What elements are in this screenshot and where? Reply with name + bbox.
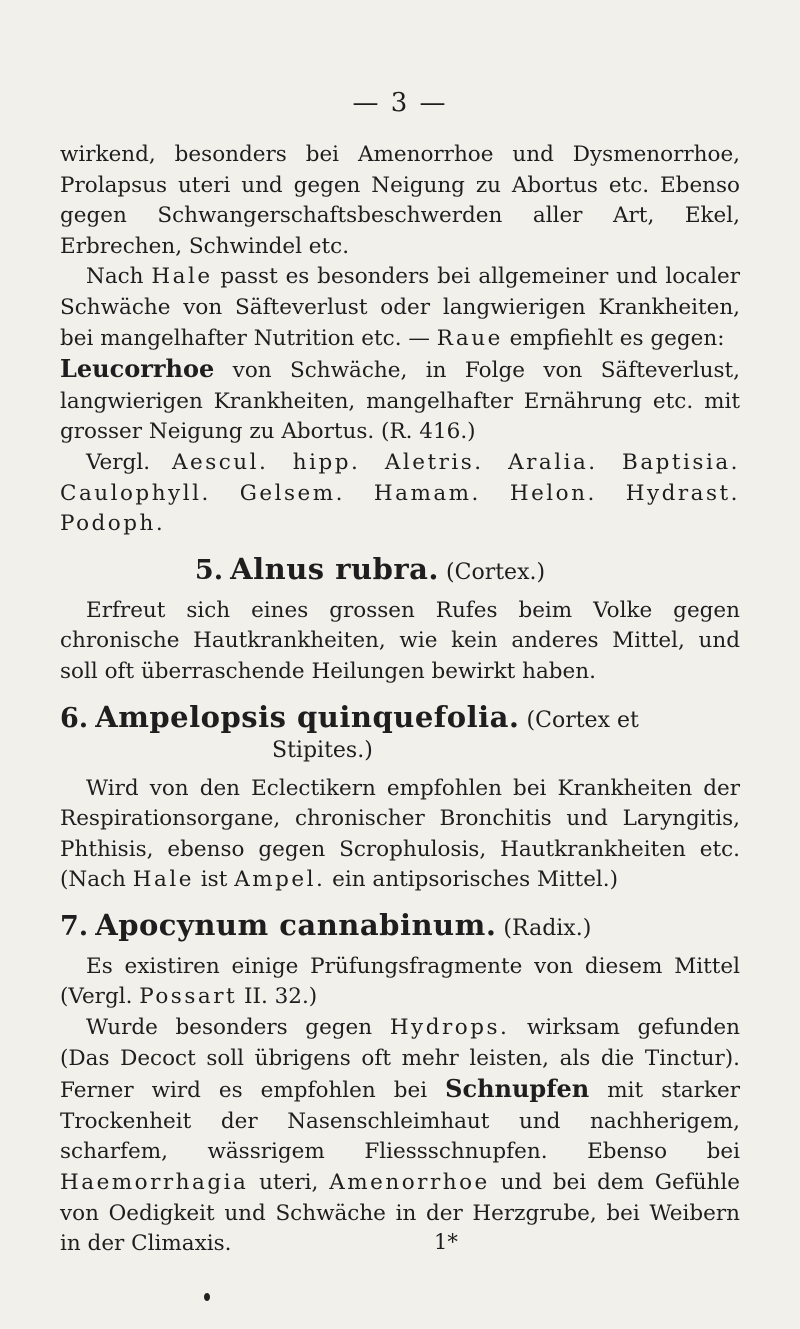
author-raue: Raue (436, 325, 503, 351)
body-text (60, 140, 740, 1260)
author-hale: Hale (151, 264, 213, 290)
section-6-heading: 6. Ampelopsis quinquefolia. (Cortex et Stipites.) (60, 699, 639, 763)
section-5-heading: 5. Alnus rubra. (Cortex.) (194, 551, 546, 586)
signature-mark: 1* (434, 1230, 458, 1254)
section-5-text: Erfreut sich eines grossen Rufes beim Volke gegen chronische Hautkrankheiten, wie kein anderes Mittel, und soll oft überraschende Heilungen bewirkt haben. (60, 597, 740, 684)
section-7-text-2: Wurde besonders gegen Hydrops. wirksam gefunden (Das Decoct soll übrigens oft mehr leisten, als die Tinctur). Ferner wird es empfohlen bei Schnupfen mit starker Trockenheit der Nasenschleimhaut und nachherigem, scharfem, wässrigem Fliessschnupfen. Ebenso bei Haemorrhagia uteri, Amenorrhoe und bei dem Gefühle von Oedigkeit und Schwäche in der Herzgrube, bei Weibern in der Climaxis. (60, 1015, 740, 1257)
term-leucorrhoe: Leucorrhoe (60, 354, 215, 384)
paragraph-3: Leucorrhoe von Schwäche, in Folge von Säfteverlust, langwierigen Krankheiten, mangelhafter Ernährung etc. mit grosser Neigung zu Abortus. (R. 416.) (60, 354, 740, 445)
remedy-list: Aescul. hipp. Aletris. Aralia. Baptisia. Caulophyll. Gelsem. Hamam. Helon. Hydrast. Podoph. (60, 449, 740, 537)
paragraph-1: wirkend, besonders bei Amenorrhoe und Dysmenorrhoe, Prolapsus uteri und gegen Neigung zu Abortus etc. Ebenso gegen Schwangerschaftsbeschwerden aller Art, Ekel, Erbrechen, Schwindel etc. (60, 142, 740, 259)
section-6-text: Wird von den Eclectikern empfohlen bei Krankheiten der Respirationsorgane, chronischer Bronchitis und Laryngitis, Phthisis, ebenso gegen Scrophulosis, Hautkrankheiten etc. (Nach Hale ist Ampel. ein antipsorisches Mittel.) (60, 775, 740, 893)
ink-dot (204, 1293, 210, 1301)
page-number: — 3 — (352, 88, 448, 118)
section-7-heading: 7. Apocynum cannabinum. (Radix.) (60, 907, 592, 942)
section-7-text-1: Es existiren einige Prüfungsfragmente von diesem Mittel (Vergl. Possart II. 32.) (60, 953, 740, 1010)
paragraph-4: Vergl. Aescul. hipp. Aletris. Aralia. Baptisia. Caulophyll. Gelsem. Hamam. Helon. Hydrast. Podoph. (60, 449, 740, 537)
paragraph-2: Nach Hale passt es besonders bei allgemeiner und localer Schwäche von Säfteverlust oder langwierigen Krankheiten, bei mangelhafter Nutrition etc. — Raue empfiehlt es gegen: (60, 264, 740, 351)
